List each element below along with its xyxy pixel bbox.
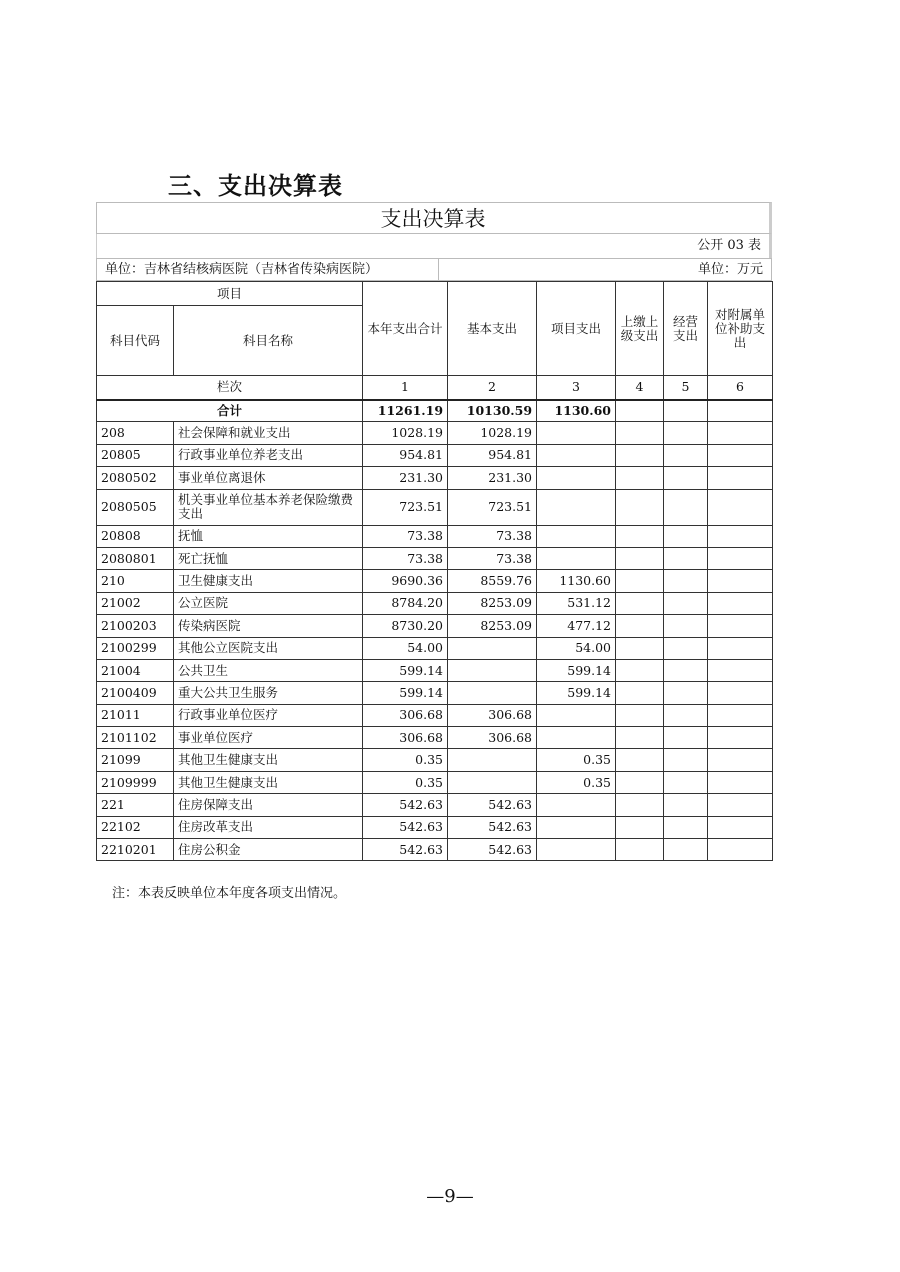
lanci-row — [97, 376, 773, 400]
cell-name: 其他卫生健康支出 — [174, 749, 363, 771]
cell-upper — [616, 771, 664, 793]
cell-code: 21011 — [97, 704, 174, 726]
unit-currency: 单位：万元 — [697, 262, 763, 277]
total-subsidy — [708, 400, 773, 422]
cell-subsidy — [708, 704, 773, 726]
cell-name: 抚恤 — [174, 525, 363, 547]
table-row — [97, 816, 773, 838]
cell-subsidy — [708, 682, 773, 704]
cell-upper — [616, 727, 664, 749]
cell-total: 8730.20 — [363, 615, 448, 637]
cell-upper — [616, 749, 664, 771]
cell-upper — [616, 615, 664, 637]
cell-total: 599.14 — [363, 682, 448, 704]
cell-upper — [616, 467, 664, 489]
cell-name: 住房改革支出 — [174, 816, 363, 838]
cell-project — [537, 816, 616, 838]
header-project: 项目 — [97, 282, 363, 306]
cell-business — [664, 749, 708, 771]
table-row — [97, 422, 773, 444]
cell-total: 306.68 — [363, 704, 448, 726]
cell-total: 9690.36 — [363, 570, 448, 592]
cell-name: 重大公共卫生服务 — [174, 682, 363, 704]
lanci-num: 3 — [537, 376, 616, 400]
cell-upper — [616, 570, 664, 592]
page-number: —9— — [426, 1186, 474, 1207]
cell-total: 542.63 — [363, 839, 448, 861]
cell-business — [664, 839, 708, 861]
cell-business — [664, 682, 708, 704]
cell-total: 8784.20 — [363, 592, 448, 614]
cell-subsidy — [708, 592, 773, 614]
cell-name: 行政事业单位医疗 — [174, 704, 363, 726]
table-row — [97, 682, 773, 704]
cell-project: 599.14 — [537, 682, 616, 704]
cell-upper — [616, 839, 664, 861]
total-row — [97, 400, 773, 422]
cell-project — [537, 422, 616, 444]
cell-subsidy — [708, 637, 773, 659]
cell-basic: 73.38 — [448, 525, 537, 547]
cell-upper — [616, 794, 664, 816]
cell-total: 723.51 — [363, 489, 448, 525]
cell-business — [664, 489, 708, 525]
cell-project: 1130.60 — [537, 570, 616, 592]
cell-basic: 73.38 — [448, 547, 537, 569]
cell-business — [664, 727, 708, 749]
cell-upper — [616, 682, 664, 704]
cell-upper — [616, 547, 664, 569]
cell-total: 954.81 — [363, 444, 448, 466]
cell-total: 599.14 — [363, 659, 448, 681]
cell-name: 公共卫生 — [174, 659, 363, 681]
cell-code: 2080505 — [97, 489, 174, 525]
cell-project: 0.35 — [537, 749, 616, 771]
cell-code: 2100409 — [97, 682, 174, 704]
cell-code: 2080502 — [97, 467, 174, 489]
header-basic: 基本支出 — [448, 282, 537, 376]
cell-basic: 306.68 — [448, 704, 537, 726]
lanci-num: 1 — [363, 376, 448, 400]
cell-project — [537, 839, 616, 861]
cell-upper — [616, 592, 664, 614]
cell-total: 54.00 — [363, 637, 448, 659]
cell-basic: 1028.19 — [448, 422, 537, 444]
cell-total: 73.38 — [363, 547, 448, 569]
header-name: 科目名称 — [174, 306, 363, 376]
header-project-expense: 项目支出 — [537, 282, 616, 376]
cell-total: 542.63 — [363, 794, 448, 816]
cell-basic: 954.81 — [448, 444, 537, 466]
unit-row — [96, 258, 772, 281]
cell-project: 54.00 — [537, 637, 616, 659]
cell-code: 21004 — [97, 659, 174, 681]
cell-subsidy — [708, 771, 773, 793]
cell-upper — [616, 816, 664, 838]
cell-project — [537, 489, 616, 525]
cell-subsidy — [708, 615, 773, 637]
total-basic: 10130.59 — [448, 400, 537, 422]
table-note: 注：本表反映单位本年度各项支出情况。 — [112, 886, 347, 901]
cell-subsidy — [708, 816, 773, 838]
cell-code: 2100299 — [97, 637, 174, 659]
cell-subsidy — [708, 570, 773, 592]
total-value: 11261.19 — [363, 400, 448, 422]
cell-code: 2109999 — [97, 771, 174, 793]
cell-total: 0.35 — [363, 749, 448, 771]
cell-total: 542.63 — [363, 816, 448, 838]
cell-project: 599.14 — [537, 659, 616, 681]
header-subsidy: 对附属单位补助支出 — [708, 282, 773, 376]
cell-project — [537, 444, 616, 466]
total-business — [664, 400, 708, 422]
lanci-label: 栏次 — [97, 376, 363, 400]
cell-project — [537, 467, 616, 489]
cell-name: 传染病医院 — [174, 615, 363, 637]
section-title: 三、支出决算表 — [168, 172, 343, 200]
cell-business — [664, 794, 708, 816]
table-row — [97, 592, 773, 614]
table-row — [97, 570, 773, 592]
table-title: 支出决算表 — [96, 202, 772, 234]
total-project: 1130.60 — [537, 400, 616, 422]
table-row — [97, 547, 773, 569]
cell-project — [537, 794, 616, 816]
cell-basic: 8253.09 — [448, 615, 537, 637]
table-row — [97, 467, 773, 489]
cell-subsidy — [708, 547, 773, 569]
table-row — [97, 704, 773, 726]
cell-upper — [616, 422, 664, 444]
table-row — [97, 659, 773, 681]
cell-name: 机关事业单位基本养老保险缴费支出 — [174, 489, 363, 525]
cell-basic: 8559.76 — [448, 570, 537, 592]
cell-total: 1028.19 — [363, 422, 448, 444]
cell-subsidy — [708, 525, 773, 547]
cell-business — [664, 771, 708, 793]
total-upper — [616, 400, 664, 422]
cell-total: 306.68 — [363, 727, 448, 749]
cell-subsidy — [708, 727, 773, 749]
cell-code: 210 — [97, 570, 174, 592]
cell-upper — [616, 659, 664, 681]
cell-subsidy — [708, 467, 773, 489]
cell-code: 2080801 — [97, 547, 174, 569]
cell-total: 73.38 — [363, 525, 448, 547]
cell-project — [537, 727, 616, 749]
cell-basic — [448, 682, 537, 704]
table-row — [97, 771, 773, 793]
lanci-num: 5 — [664, 376, 708, 400]
cell-subsidy — [708, 422, 773, 444]
cell-upper — [616, 637, 664, 659]
total-label: 合计 — [97, 400, 363, 422]
cell-basic: 8253.09 — [448, 592, 537, 614]
table-row — [97, 727, 773, 749]
cell-name: 住房公积金 — [174, 839, 363, 861]
cell-business — [664, 592, 708, 614]
cell-name: 事业单位医疗 — [174, 727, 363, 749]
cell-basic — [448, 749, 537, 771]
table-row — [97, 749, 773, 771]
cell-name: 死亡抚恤 — [174, 547, 363, 569]
cell-code: 221 — [97, 794, 174, 816]
cell-business — [664, 422, 708, 444]
cell-name: 事业单位离退休 — [174, 467, 363, 489]
table-row — [97, 444, 773, 466]
lanci-num: 4 — [616, 376, 664, 400]
cell-subsidy — [708, 489, 773, 525]
cell-code: 21002 — [97, 592, 174, 614]
cell-project — [537, 547, 616, 569]
expenditure-table — [96, 281, 773, 861]
cell-name: 卫生健康支出 — [174, 570, 363, 592]
cell-basic: 542.63 — [448, 794, 537, 816]
cell-project — [537, 525, 616, 547]
cell-subsidy — [708, 839, 773, 861]
cell-subsidy — [708, 659, 773, 681]
cell-name: 行政事业单位养老支出 — [174, 444, 363, 466]
cell-basic: 723.51 — [448, 489, 537, 525]
cell-subsidy — [708, 444, 773, 466]
header-total: 本年支出合计 — [363, 282, 448, 376]
cell-code: 208 — [97, 422, 174, 444]
cell-basic: 542.63 — [448, 816, 537, 838]
cell-business — [664, 704, 708, 726]
header-business: 经营支出 — [664, 282, 708, 376]
cell-name: 公立医院 — [174, 592, 363, 614]
cell-project: 477.12 — [537, 615, 616, 637]
cell-business — [664, 525, 708, 547]
cell-project: 531.12 — [537, 592, 616, 614]
cell-business — [664, 444, 708, 466]
cell-project — [537, 704, 616, 726]
cell-project: 0.35 — [537, 771, 616, 793]
cell-code: 21099 — [97, 749, 174, 771]
cell-name: 住房保障支出 — [174, 794, 363, 816]
cell-name: 其他卫生健康支出 — [174, 771, 363, 793]
lanci-num: 2 — [448, 376, 537, 400]
cell-basic: 542.63 — [448, 839, 537, 861]
table-row — [97, 839, 773, 861]
cell-subsidy — [708, 794, 773, 816]
cell-business — [664, 659, 708, 681]
cell-name: 社会保障和就业支出 — [174, 422, 363, 444]
cell-basic: 306.68 — [448, 727, 537, 749]
cell-code: 2100203 — [97, 615, 174, 637]
table-row — [97, 615, 773, 637]
cell-business — [664, 615, 708, 637]
cell-business — [664, 816, 708, 838]
cell-business — [664, 467, 708, 489]
cell-total: 0.35 — [363, 771, 448, 793]
cell-business — [664, 570, 708, 592]
cell-upper — [616, 489, 664, 525]
cell-upper — [616, 704, 664, 726]
header-upper: 上缴上级支出 — [616, 282, 664, 376]
table-row — [97, 637, 773, 659]
cell-upper — [616, 444, 664, 466]
cell-business — [664, 547, 708, 569]
form-number: 公开 03 表 — [96, 234, 772, 258]
lanci-num: 6 — [708, 376, 773, 400]
cell-code: 20805 — [97, 444, 174, 466]
unit-organization: 单位：吉林省结核病医院（吉林省传染病医院） — [97, 259, 439, 280]
cell-basic: 231.30 — [448, 467, 537, 489]
cell-code: 2210201 — [97, 839, 174, 861]
cell-business — [664, 637, 708, 659]
table-row — [97, 525, 773, 547]
cell-subsidy — [708, 749, 773, 771]
cell-upper — [616, 525, 664, 547]
cell-name: 其他公立医院支出 — [174, 637, 363, 659]
cell-code: 20808 — [97, 525, 174, 547]
cell-code: 2101102 — [97, 727, 174, 749]
cell-basic — [448, 659, 537, 681]
cell-code: 22102 — [97, 816, 174, 838]
table-row — [97, 489, 773, 525]
cell-basic — [448, 771, 537, 793]
header-code: 科目代码 — [97, 306, 174, 376]
cell-basic — [448, 637, 537, 659]
table-row — [97, 794, 773, 816]
cell-total: 231.30 — [363, 467, 448, 489]
